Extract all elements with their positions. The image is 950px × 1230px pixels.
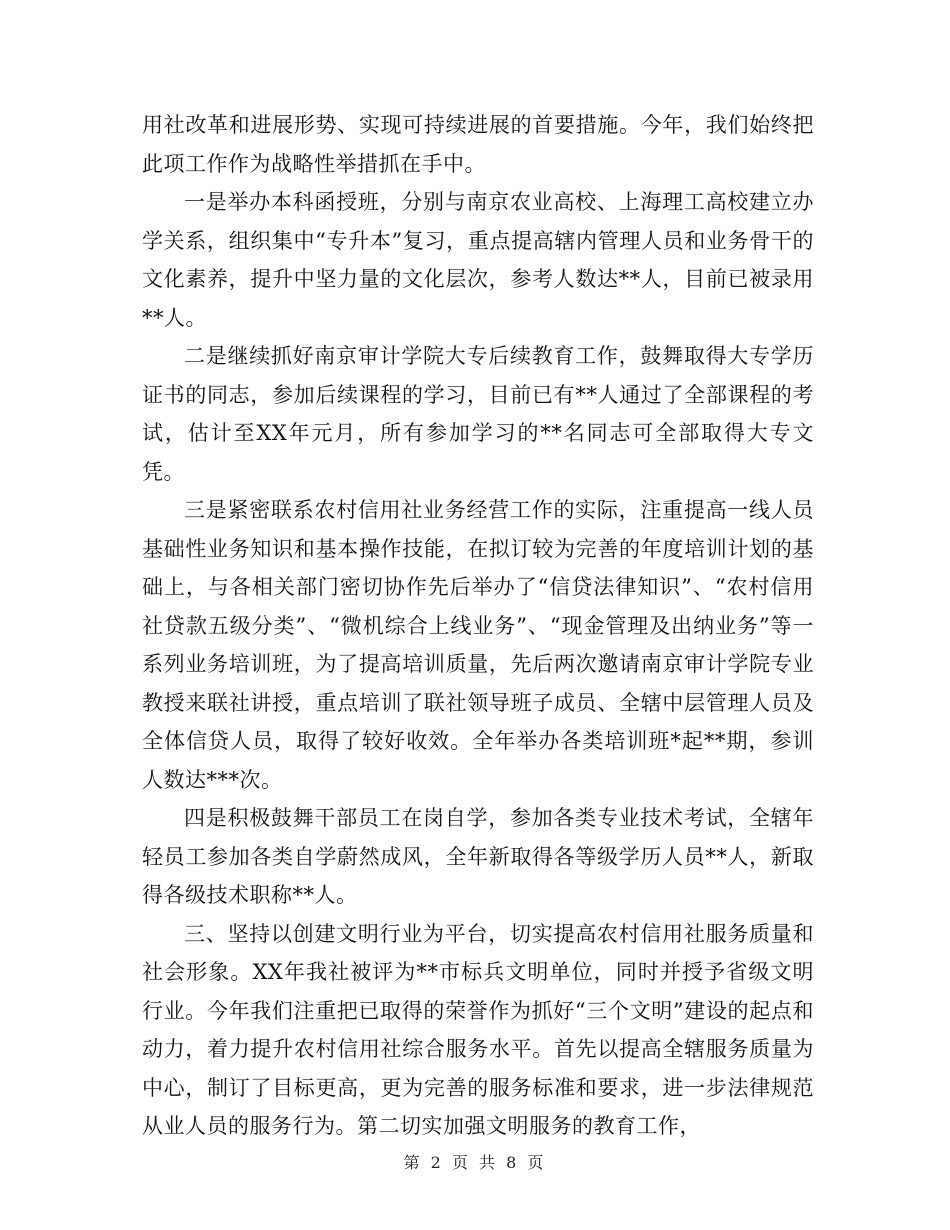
paragraph-item-1: 一是举办本科函授班，分别与南京农业高校、上海理工高校建立办学关系，组织集中“专升本”复习，重点提高辖内管理人员和业务骨干的文化素养，提升中坚力量的文化层次，参考人数达**人，目前已被录用**人。 bbox=[142, 190, 814, 330]
paragraph-item-4: 四是积极鼓舞干部员工在岗自学，参加各类专业技术考试，全辖年轻员工参加各类自学蔚然成风，全年新取得各等级学历人员**人，新取得各级技术职称**人。 bbox=[142, 806, 814, 907]
paragraph-item-2: 二是继续抓好南京审计学院大专后续教育工作，鼓舞取得大专学历证书的同志，参加后续课程的学习，目前已有**人通过了全部课程的考试，估计至XX年元月，所有参加学习的**名同志可全部取得大专文凭。 bbox=[142, 344, 814, 484]
paragraph-section-3: 三、坚持以创建文明行业为平台，切实提高农村信用社服务质量和社会形象。XX年我社被评为**市标兵文明单位，同时并授予省级文明行业。今年我们注重把已取得的荣誉作为抓好“三个文明”建设的起点和动力，着力提升农村信用社综合服务水平。首先以提高全辖服务质量为中心，制订了目标更高，更为完善的服务标准和要求，进一步法律规范从业人员的服务行为。第二切实加强文明服务的教育工作， bbox=[142, 921, 814, 1138]
paragraph-item-3: 三是紧密联系农村信用社业务经营工作的实际，注重提高一线人员基础性业务知识和基本操作技能，在拟订较为完善的年度培训计划的基础上，与各相关部门密切协作先后举办了“信贷法律知识”、“农村信用社贷款五级分类”、“微机综合上线业务”、“现金管理及出纳业务”等一系列业务培训班，为了提高培训质量，先后两次邀请南京审计学院专业教授来联社讲授，重点培训了联社领导班子成员、全辖中层管理人员及全体信贷人员，取得了较好收效。全年举办各类培训班*起**期，参训人数达***次。 bbox=[142, 498, 814, 792]
document-body bbox=[142, 106, 814, 1146]
page-number-footer: 第 2 页 共 8 页 bbox=[403, 1153, 547, 1172]
paragraph-continuation: 用社改革和进展形势、实现可持续进展的首要措施。今年，我们始终把此项工作作为战略性举措抓在手中。 bbox=[142, 113, 814, 176]
